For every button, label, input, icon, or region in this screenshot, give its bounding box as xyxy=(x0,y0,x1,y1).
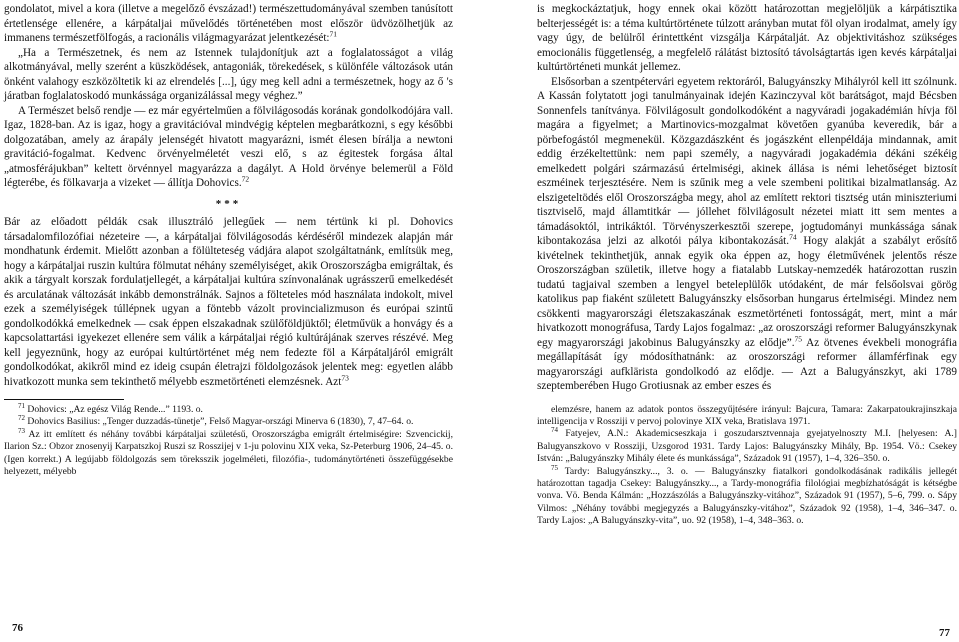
section-divider: *** xyxy=(215,197,242,210)
footnote-text: Dohovics Basilius: „Tenger duzzadás-tünetje”, Felső Magyar-országi Minerva 6 (1830), 7, 47–64. o. xyxy=(27,416,414,428)
paragraph-text: gondolatot, mivel a kora (illetve a megelőző évszázad!) természettudományával szemben tanúsított értetlensége ellenére, a kárpátaljai művelődés történetében most először üdvözölhetjük az immanens természetfölfogás, a racionális világmagyarázat jelentkezését: xyxy=(4,3,453,44)
footnote-number: 74 xyxy=(551,426,558,435)
footnote xyxy=(4,416,453,428)
footnote-number: 71 xyxy=(18,401,25,410)
footnote-ref: 72 xyxy=(241,174,250,184)
footnote-rule xyxy=(4,399,124,400)
footnote xyxy=(537,463,957,528)
footnote-ref: 74 xyxy=(789,232,797,242)
footnote-text: elemzésre, hanem az adatok pontos összegyűjtésére irányul: Bajcura, Tamara: Zakarpatoukrajinszkaja intelligencija v Rosszijі v pervoj polovinye XIX veka, Bratislava 1971. xyxy=(537,403,957,427)
footnote-ref: 73 xyxy=(341,372,349,382)
paragraph-text: Bár az előadott példák csak illusztráló jellegűek — nem tértünk ki pl. Dohovics társadalomfilozófiai nézeteire —, a kárpátaljai fölvilágosodás kérdéséről mindezek alapján már mondhatunk érdemit. Mielőtt azonban a fölülteteség vádjára alapot szolgáltatnánk, említsük meg, hogy a kárpátaljai ruszin kultúra fölmutat néhány személyiséget, akik Oroszországba emigráltak, és akik a tárgyalt korszak fordulatjellegét, a kárpátaljai kultúra színvonalának ugrásszerű emelkedését és arculatának változását inkább demonstrálnák. Sajnos a fölteteles mód használata indokolt, mivel ezek a személyiségek túllépnek ugyan a föntebb vázolt provincializmuson és európai szintű gondolkodókká emelkednek — csak éppen elszakadnak szülőföldjüktől; életművük a honvágy és a kapcsolattartási igyekezet ellenére sem válik a kárpátaljai régió kultúrájának szerves részévé. Meg kell jegyeznünk, hogy az európai kultúrtörténet még nem fedezte föl a Kárpátaljáról emigrált gondolkodókat, akikről mind ez ideig csupán életrajzi földolgozások jelentek meg: egyetlen alább hivatkozott munka sem tekinthető mélyebb eszmetörténeti elemzésnek. Azt xyxy=(4,216,453,388)
footnote xyxy=(537,428,957,465)
page-number: 76 xyxy=(12,622,23,634)
paragraph-text: Az ötvenes évekbeli monográfia megállapítását így módosíthatnánk: az oroszországi reformer államférfinak egy magyarországi aufklärista gondolkodó az elődje. — Azt a Balugyánszkyt, aki 1789 szeptemberében Hugo Grotiusnak az ember eszes és xyxy=(537,336,958,392)
footnote-number: 75 xyxy=(551,463,558,472)
paragraph-text: Elsősorban a szentpétervári egyetem rektoráról, Balugyánszky Mihályról kell itt szólnunk. A Kassán folytatott jogi tanulmányainak idején Kazinczyval köt barátságot, majd Bécsben Sonnenfels tanítványa. Fölvilágosult gondolkodóként a nagyváradi jogakadémián hívja föl magára a figyelmet; a Martinovics-mozgalmat követően gyanúba keveredik, bár a pörbefogástól megmenekül. Közgazdászként és jogászként ellenpéldája mindannak, amit eddig érzékeltettünk: nem papi személy, a nagyváradi jogakadémia dékáni székéig emelkedett polgári származású értelmiségi, akinek állása is némi lehetőséget biztosít eszméinek terjesztésére. Nem is szűnik meg a vele szembeni politikai bizalmatlanság. Az elszigeteltödés elől Oroszországba megy, ahol az említett rektori tisztség után miniszteriumi tisztviselő, majd államtitkár — jóllehet fölvilágosult nézetei miatt itt sem mentes a támadásoktól, intrikáktól. Törvényszerkesztői szerepe, jogtudományi munkássága sának kibontakozása jelzi az alkotói pálya kibontakozását. xyxy=(537,75,957,247)
footnote xyxy=(4,401,453,416)
footnotes xyxy=(537,404,957,528)
footnote-text: Az itt említett és néhány további kárpátaljai születésű, Oroszországba emigrált értelmiségire: Szvencickij, Ilarion Sz.: Obzor znosenyij Karpatszkoj Ruszi sz Rosszijej v 1-ju polovinu XIX veka, Sz-Peterburg 1906, 24–45. o. (Igen korrekt.) A legújabb földolgozás sem töreksszik jogelméleti, filozófia-, tudománytörténeti összefüggésekbe helyezett, mélyebb xyxy=(4,428,453,478)
page-number: 77 xyxy=(939,627,950,639)
paragraph xyxy=(4,104,453,191)
footnote-number: 73 xyxy=(18,426,25,435)
paragraph xyxy=(537,75,957,394)
paragraph xyxy=(4,215,453,389)
left-page xyxy=(4,2,453,478)
footnotes xyxy=(4,401,453,478)
paragraph-text: Hogy alakját a szabályt erősítő kivételnek tekinthetjük, annak egyik oka éppen az, hogy életművének jelentős része Oroszországban születik, illetve hogy a fiatalabb Lutskay-nemzedék határozottan ruszin tudatú tagjaival szemben a lengyel beteleplülők utódaként, de már felsőolsvai görög katolikus pap fiaként született Balugyánszky elsősorban hungarus értelmiségi. Mindez nem csökkenti magyarországi életszakaszának eszmetörténeti fontosságát, mert, mint a már hivatkozott monográfusa, Tardy Lajos fogalmaz: „az oroszországi reformer Balugyánszkynak egy magyarországi jakobinus Balugyánszky az elődje”. xyxy=(537,235,958,349)
footnote-number: 72 xyxy=(18,414,25,423)
footnote-ref: 75 xyxy=(794,333,803,343)
quote: „Ha a Természetnek, és nem az Istennek tulajdonítjuk azt a foglalatosságot a világ alkotmányával, melly szerént a küszködések, antagoniák, törekedések, s különféle változások után önként valahogy eszközöltetik ki az elrendelés [...], úgy meg kell adni a természetnek, hogy az ő 's járatban foglalatoskodó munkássága organizálással megy véghez.” xyxy=(4,46,453,102)
footnote xyxy=(537,404,957,429)
footnote-text: Tardy: Balugyánszky..., 3. o. — Balugyánszky fiatalkori gondolkodásának radikális jellegét határozottan tagadja Csekey: Balugyánszky..., a Tardy-monográfia filológiai megbízhatóságát is kétségbe vonva. Vö. Benda Kálmán: „Hozzászólás a Balugyánszky-vitához”, Századok 91 (1957), 5–6, 799. o. Sápy Vilmos: „Néhány további megjegyzés a Balugyánszky-vitához”, Századok 92 (1958), 1–4, 346–347. o. Tardy Lajos: „A Balugyánszky-vita”, uo. 92 (1958), 1–4, 348–363. o. xyxy=(537,465,957,527)
footnote-text: Dohovics: „Az egész Világ Rende...” 1193. o. xyxy=(27,404,203,415)
right-page xyxy=(537,2,957,528)
paragraph xyxy=(4,2,453,46)
paragraph: is megkockáztatjuk, hogy ennek okai között határozottan megjelöljük a kárpátisztika belterjességét is: a téma kultúrtörténete túlzott arányban mutat föl olyan irodalmat, amely így vagy úgy, de belülről érintettként vizsgálja Kárpátalját. Az objektivitáshoz szükséges emocionális függetlenség, a megfelelő rálátást biztosító távolságtartás igen kevés kárpátaljai kultúrtörténeti munkát jellemez. xyxy=(537,3,957,73)
footnote-text: Fatyejev, A.N.: Akademicseszkaja i goszudarsztvennaja gyejatyelnoszty M.I. [helyesen: A.] Balugyanszkovo v Rossziji, Uzsgorod 1931. Tardy Lajos: Balugyánszky Mihály, Bp. 1954. Vö.: Csekey István: „Balugyánszky Mihály élete és munkássága”, Századok 91 (1957), 1–4, 326–350. o. xyxy=(537,428,957,465)
paragraph-text: A Természet belső rendje — ez már egyértelműen a fölvilágosodás korának gondolkodójára vall. Igaz, 1828-ban. Az is igaz, hogy a gravitációval mindvégig képtelen megbarátkozni, s egy későbbi dolgozatában, amely az árapály jelenségét hivatott magyarázni, ismét élesen bírálja a newtoni gravitáció-fogalmat. Kedvenc örvényelméletét veszi elő, s az égitestek forgása által „atmosférájukban” keltett örvénnyel magyarázza a dagályt. A Hold örvénye belemerül a Föld légterébe, és fölkavarja a vizeket — állítja Dohovics. xyxy=(4,104,453,189)
footnote xyxy=(4,426,453,479)
footnote-ref: 71 xyxy=(329,29,338,39)
